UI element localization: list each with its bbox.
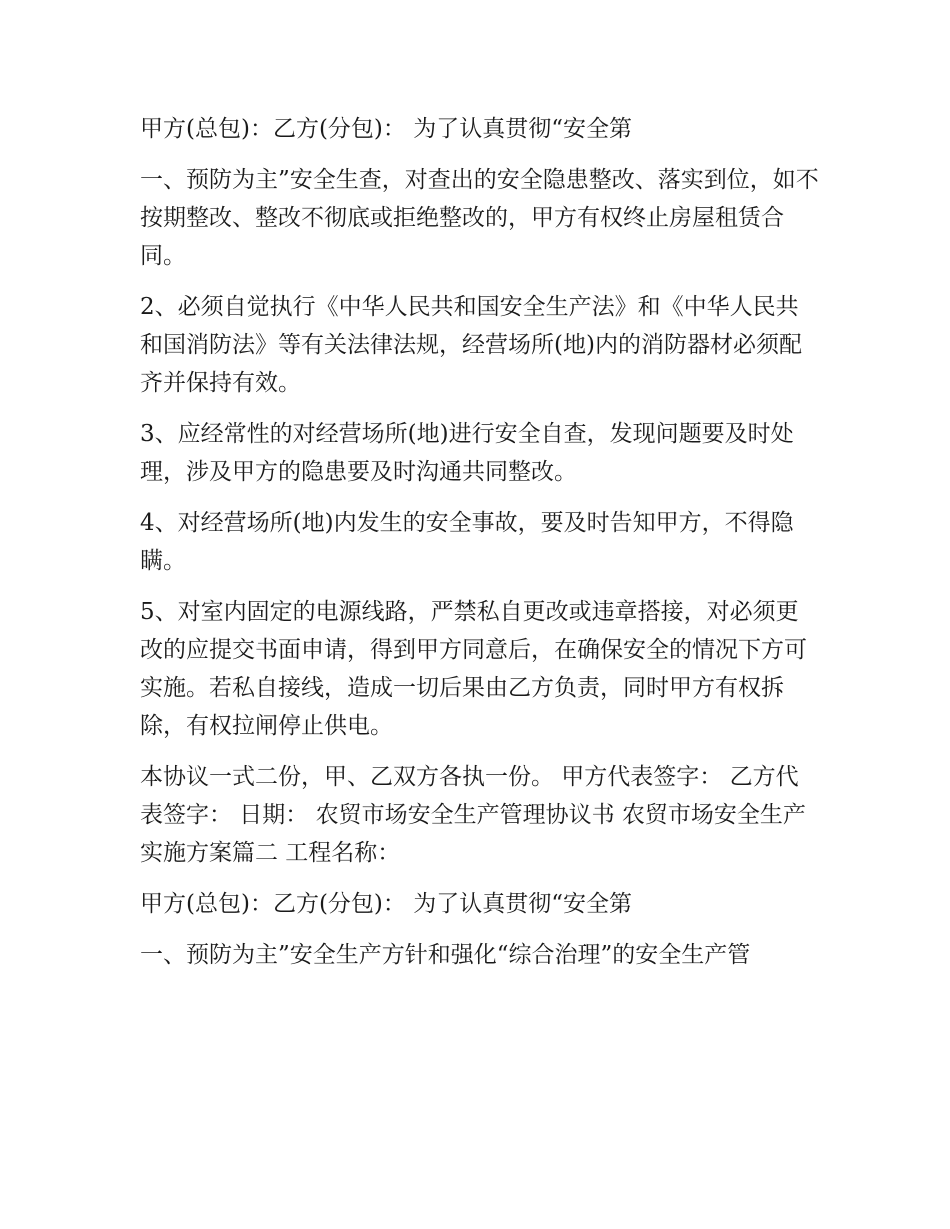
paragraph-1: 甲方(总包)：乙方(分包)： 为了认真贯彻“安全第 [140,116,632,142]
paragraph-2: 一、预防为主”安全生查，对查出的安全隐患整改、落实到位，如不按期整改、整改不彻底或拒绝整改的，甲方有权终止房屋租赁合同。 [140,167,819,269]
document-body [140,110,820,987]
paragraph-7: 本协议一式二份，甲、乙双方各执一份。 甲方代表签字： 乙方代表签字： 日期： 农贸市场安全生产管理协议书 农贸市场安全生产实施方案篇二 工程名称： [140,764,806,866]
paragraph-4: 3、应经常性的对经营场所(地)进行安全自查，发现问题要及时处理，涉及甲方的隐患要及时沟通共同整改。 [140,421,794,485]
paragraph-8: 甲方(总包)：乙方(分包)： 为了认真贯彻“安全第 [140,891,632,917]
paragraph-6: 5、对室内固定的电源线路，严禁私自更改或违章搭接，对必须更改的应提交书面申请，得到甲方同意后，在确保安全的情况下方可实施。若私自接线，造成一切后果由乙方负责，同时甲方有权拆除，有权拉闸停止供电。 [140,599,807,739]
paragraph-3: 2、必须自觉执行《中华人民共和国安全生产法》和《中华人民共和国消防法》等有关法律法规，经营场所(地)内的消防器材必须配齐并保持有效。 [140,294,802,396]
paragraph-5: 4、对经营场所(地)内发生的安全事故，要及时告知甲方，不得隐瞒。 [140,510,794,574]
paragraph-9: 一、预防为主”安全生产方针和强化“综合治理”的安全生产管 [140,942,751,968]
